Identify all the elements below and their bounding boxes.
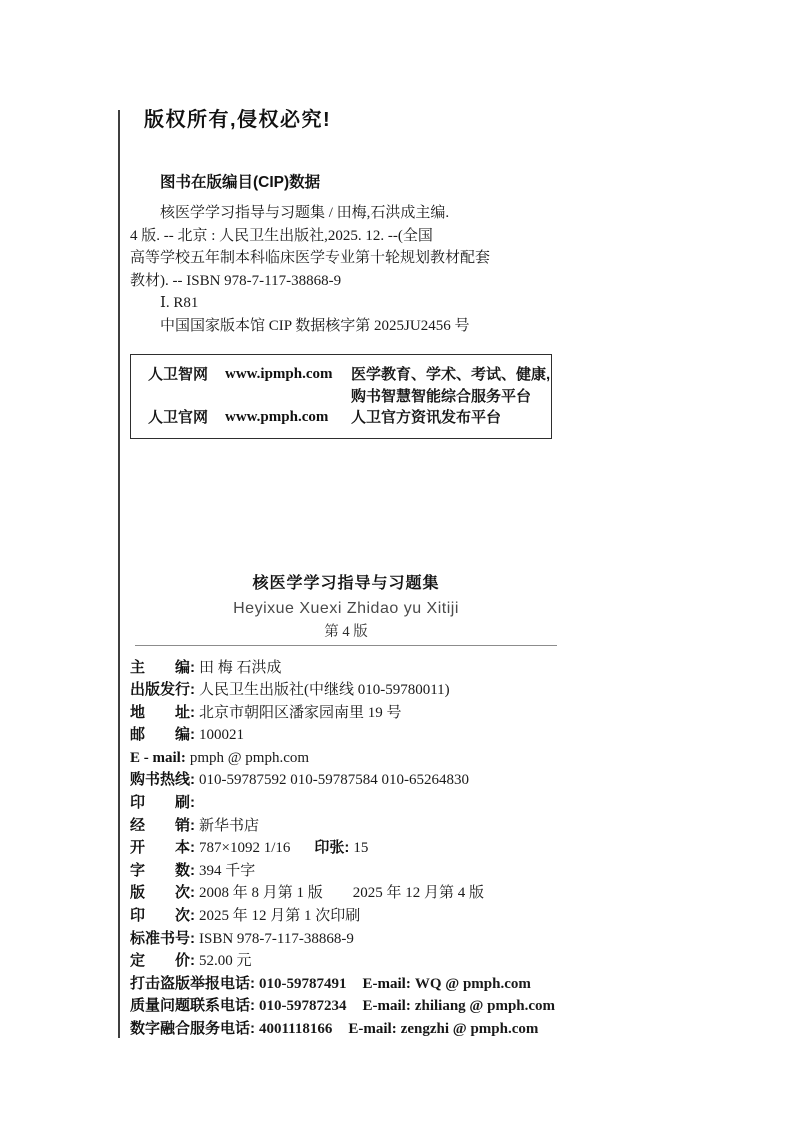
hotline-row-quality — [130, 995, 562, 1018]
row-label: 购书热线: — [130, 771, 195, 789]
row-label-2: E-mail: — [362, 998, 411, 1015]
platform-description-line2: 购书智慧智能综合服务平台 — [351, 387, 532, 405]
colophon-details — [130, 657, 562, 973]
divider-line — [135, 645, 557, 646]
row-value-2: WQ @ pmph.com — [414, 975, 531, 992]
row-value: pmph @ pmph.com — [189, 749, 310, 766]
copyright-page — [130, 106, 562, 1041]
left-vertical-rule — [118, 110, 120, 1038]
row-value: 2025 年 12 月第 1 次印刷 — [199, 908, 361, 925]
row-value: 2008 年 8 月第 1 版 2025 年 12 月第 4 版 — [199, 885, 485, 902]
cip-line: 高等学校五年制本科临床医学专业第十轮规划教材配套 — [130, 250, 491, 266]
row-label: 地 址: — [130, 703, 195, 721]
hotline-row-piracy — [130, 973, 562, 996]
row-value-2: zengzhi @ pmph.com — [400, 1021, 539, 1037]
platform-row — [148, 364, 551, 407]
row-value: 人民卫生出版社(中继线 010-59780011) — [199, 682, 450, 699]
cip-line: 中国国家版本馆 CIP 数据核字第 2025JU2456 号 — [160, 317, 470, 334]
row-value: 010-59787491 — [259, 975, 347, 992]
copyright-notice: 版权所有,侵权必究! — [144, 109, 332, 131]
row-label: 质量问题联系电话: — [130, 997, 255, 1015]
colophon-row-distributor — [130, 815, 562, 838]
colophon-row-printer — [130, 792, 562, 815]
platform-name: 人卫智网 — [148, 366, 209, 383]
platform-description-line1: 医学教育、学术、考试、健康, — [351, 366, 551, 383]
cip-line: 4 版. -- 北京 : 人民卫生出版社,2025. 12. --(全国 — [130, 227, 433, 244]
colophon-row-postcode — [130, 724, 562, 747]
row-label-2: 印张: — [314, 839, 350, 857]
row-value: 新华书店 — [199, 817, 260, 834]
hotline-row-digital — [130, 1018, 562, 1041]
colophon-row-publisher — [130, 679, 562, 702]
platform-name: 人卫官网 — [148, 409, 209, 426]
row-label: 邮 编: — [130, 726, 195, 744]
row-value: 北京市朝阳区潘家园南里 19 号 — [199, 704, 402, 721]
colophon-row-editors — [130, 657, 562, 680]
row-value: 52.00 元 — [199, 953, 252, 970]
colophon-row-edition — [130, 882, 562, 905]
row-value: ISBN 978-7-117-38868-9 — [199, 930, 354, 947]
cip-line: 核医学学习指导与习题集 / 田梅,石洪成主编. — [160, 205, 450, 221]
row-value-2: zhiliang @ pmph.com — [414, 998, 556, 1015]
row-value: 010-59787592 010-59787584 010-65264830 — [199, 772, 469, 789]
cip-line: 教材). -- ISBN 978-7-117-38868-9 — [130, 272, 342, 289]
platform-url: www.pmph.com — [225, 409, 329, 425]
row-label: 字 数: — [130, 861, 195, 879]
row-label: 主 编: — [130, 658, 195, 676]
row-label: 数字融合服务电话: — [130, 1020, 255, 1037]
row-label: 开 本: — [130, 839, 195, 857]
colophon-row-email — [130, 747, 562, 770]
book-title-pinyin: Heyixue Xuexi Zhidao yu Xitiji — [233, 599, 459, 617]
row-label: 出版发行: — [130, 681, 195, 699]
book-title: 核医学学习指导与习题集 — [252, 574, 440, 592]
platform-row — [148, 407, 551, 429]
platform-info-box — [130, 354, 552, 439]
row-value: 100021 — [199, 727, 244, 744]
cip-heading: 图书在版编目(CIP)数据 — [160, 174, 321, 191]
colophon-row-wordcount — [130, 860, 562, 883]
colophon-row-printing — [130, 905, 562, 928]
colophon-row-address — [130, 702, 562, 725]
row-label-2: E-mail: — [362, 975, 411, 992]
colophon-row-isbn — [130, 928, 562, 951]
cip-line: Ⅰ. R81 — [160, 295, 199, 311]
row-value-2: 15 — [353, 840, 369, 857]
row-label: 印 刷: — [130, 794, 195, 812]
row-label: 版 次: — [130, 884, 195, 902]
platform-url: www.ipmph.com — [225, 366, 333, 382]
colophon-row-order-hotline — [130, 769, 562, 792]
hotline-section — [130, 973, 562, 1041]
row-label: 定 价: — [130, 952, 195, 970]
row-label-2: E-mail: — [348, 1021, 397, 1037]
book-edition: 第 4 版 — [324, 623, 368, 640]
platform-description: 人卫官方资讯发布平台 — [351, 409, 502, 426]
colophon-row-price — [130, 950, 562, 973]
book-title-block — [130, 571, 562, 643]
colophon-row-format — [130, 837, 562, 860]
row-label: 打击盗版举报电话: — [130, 974, 255, 992]
row-value: 010-59787234 — [259, 998, 347, 1015]
row-label: 经 销: — [130, 816, 195, 834]
row-label: 印 次: — [130, 907, 195, 925]
row-value: 田 梅 石洪成 — [199, 659, 282, 676]
row-value: 4001118166 — [259, 1021, 333, 1037]
row-value: 787×1092 1/16 — [199, 840, 291, 857]
row-label: E - mail: — [130, 749, 186, 766]
cip-record — [130, 202, 562, 337]
row-value: 394 千字 — [199, 862, 256, 879]
platform-description — [351, 364, 551, 407]
row-label: 标准书号: — [130, 929, 195, 947]
